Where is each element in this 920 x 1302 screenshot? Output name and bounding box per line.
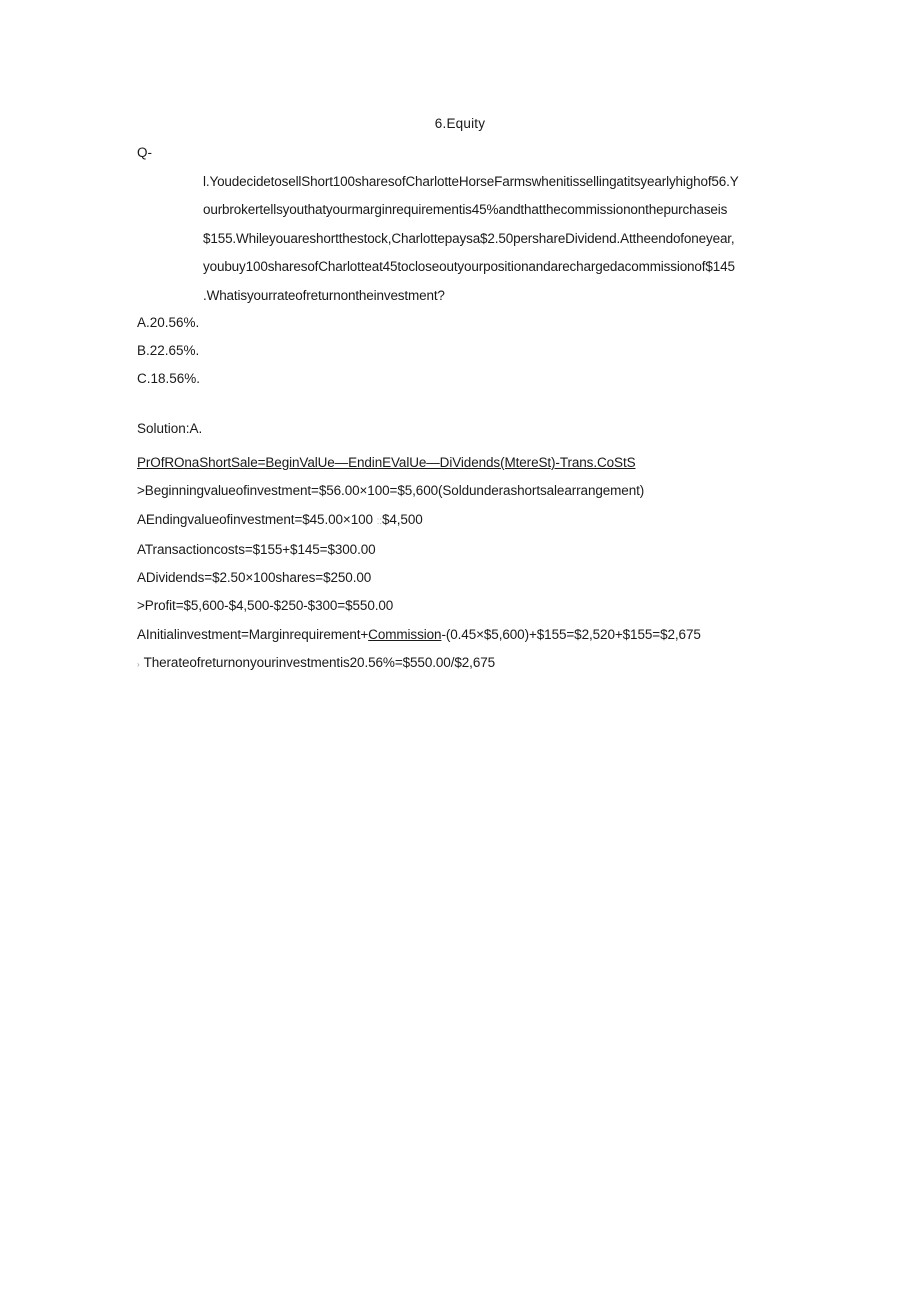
question-line: ourbrokertellsyouthatyourmarginrequirementis45%andthatthecommissiononthepurchaseis: [203, 202, 728, 218]
section-title: 6.Equity: [434, 116, 486, 131]
rate-of-return-line: [137, 655, 495, 670]
formula-line: PrOfROnaShortSale=BeginValUe—EndinEValUe—DiVidends(MtereSt)-Trans.CoStS: [137, 455, 636, 470]
question-line: youbuy100sharesofCharlotteat45tocloseoutyourpositionandarechargedacommissionof$145: [203, 259, 735, 275]
bullet-icon: ›: [137, 660, 140, 669]
dividends-line: ADividends=$2.50×100shares=$250.00: [137, 570, 372, 586]
question-text: [203, 168, 783, 310]
transaction-costs-line: ATransactioncosts=$155+$145=$300.00: [137, 541, 376, 557]
commission-term: Commission: [368, 626, 442, 642]
ending-value-amount: $4,500: [381, 511, 423, 527]
option-b: B.22.65%.: [137, 343, 200, 358]
option-c: C.18.56%.: [137, 371, 201, 386]
option-a: A.20.56%.: [137, 315, 200, 330]
question-line: $155.Whileyouareshortthestock,Charlottepaysa$2.50pershareDividend.Attheendofoneyear,: [203, 230, 735, 246]
solution-body: [137, 449, 701, 649]
ending-value-line: [137, 506, 701, 536]
rate-of-return-text: Therateofreturnonyourinvestmentis20.56%=$550.00/$2,675: [143, 655, 496, 670]
question-line: .Whatisyourrateofreturnontheinvestment?: [203, 287, 445, 303]
beginning-value-line: >Beginningvalueofinvestment=$56.00×100=$5,600(Soldunderashortsalearrangement): [137, 483, 645, 499]
initial-investment-line: [137, 621, 701, 649]
question-label: Q-: [137, 145, 152, 160]
ending-value-mark: ::: [376, 515, 382, 527]
profit-line: >Profit=$5,600-$4,500-$250-$300=$550.00: [137, 598, 394, 614]
initial-investment-text: AInitialinvestment=Marginrequirement+: [137, 626, 369, 642]
ending-value-text: AEndingvalueofinvestment=$45.00×100: [137, 511, 373, 527]
initial-investment-calc: -(0.45×$5,600)+$155=$2,520+$155=$2,675: [441, 626, 701, 642]
question-line: l.YoudecidetosellShort100sharesofCharlotteHorseFarmswhenitissellingatitsyearlyhighof56.Y: [203, 174, 739, 189]
solution-label: Solution:A.: [137, 421, 203, 436]
